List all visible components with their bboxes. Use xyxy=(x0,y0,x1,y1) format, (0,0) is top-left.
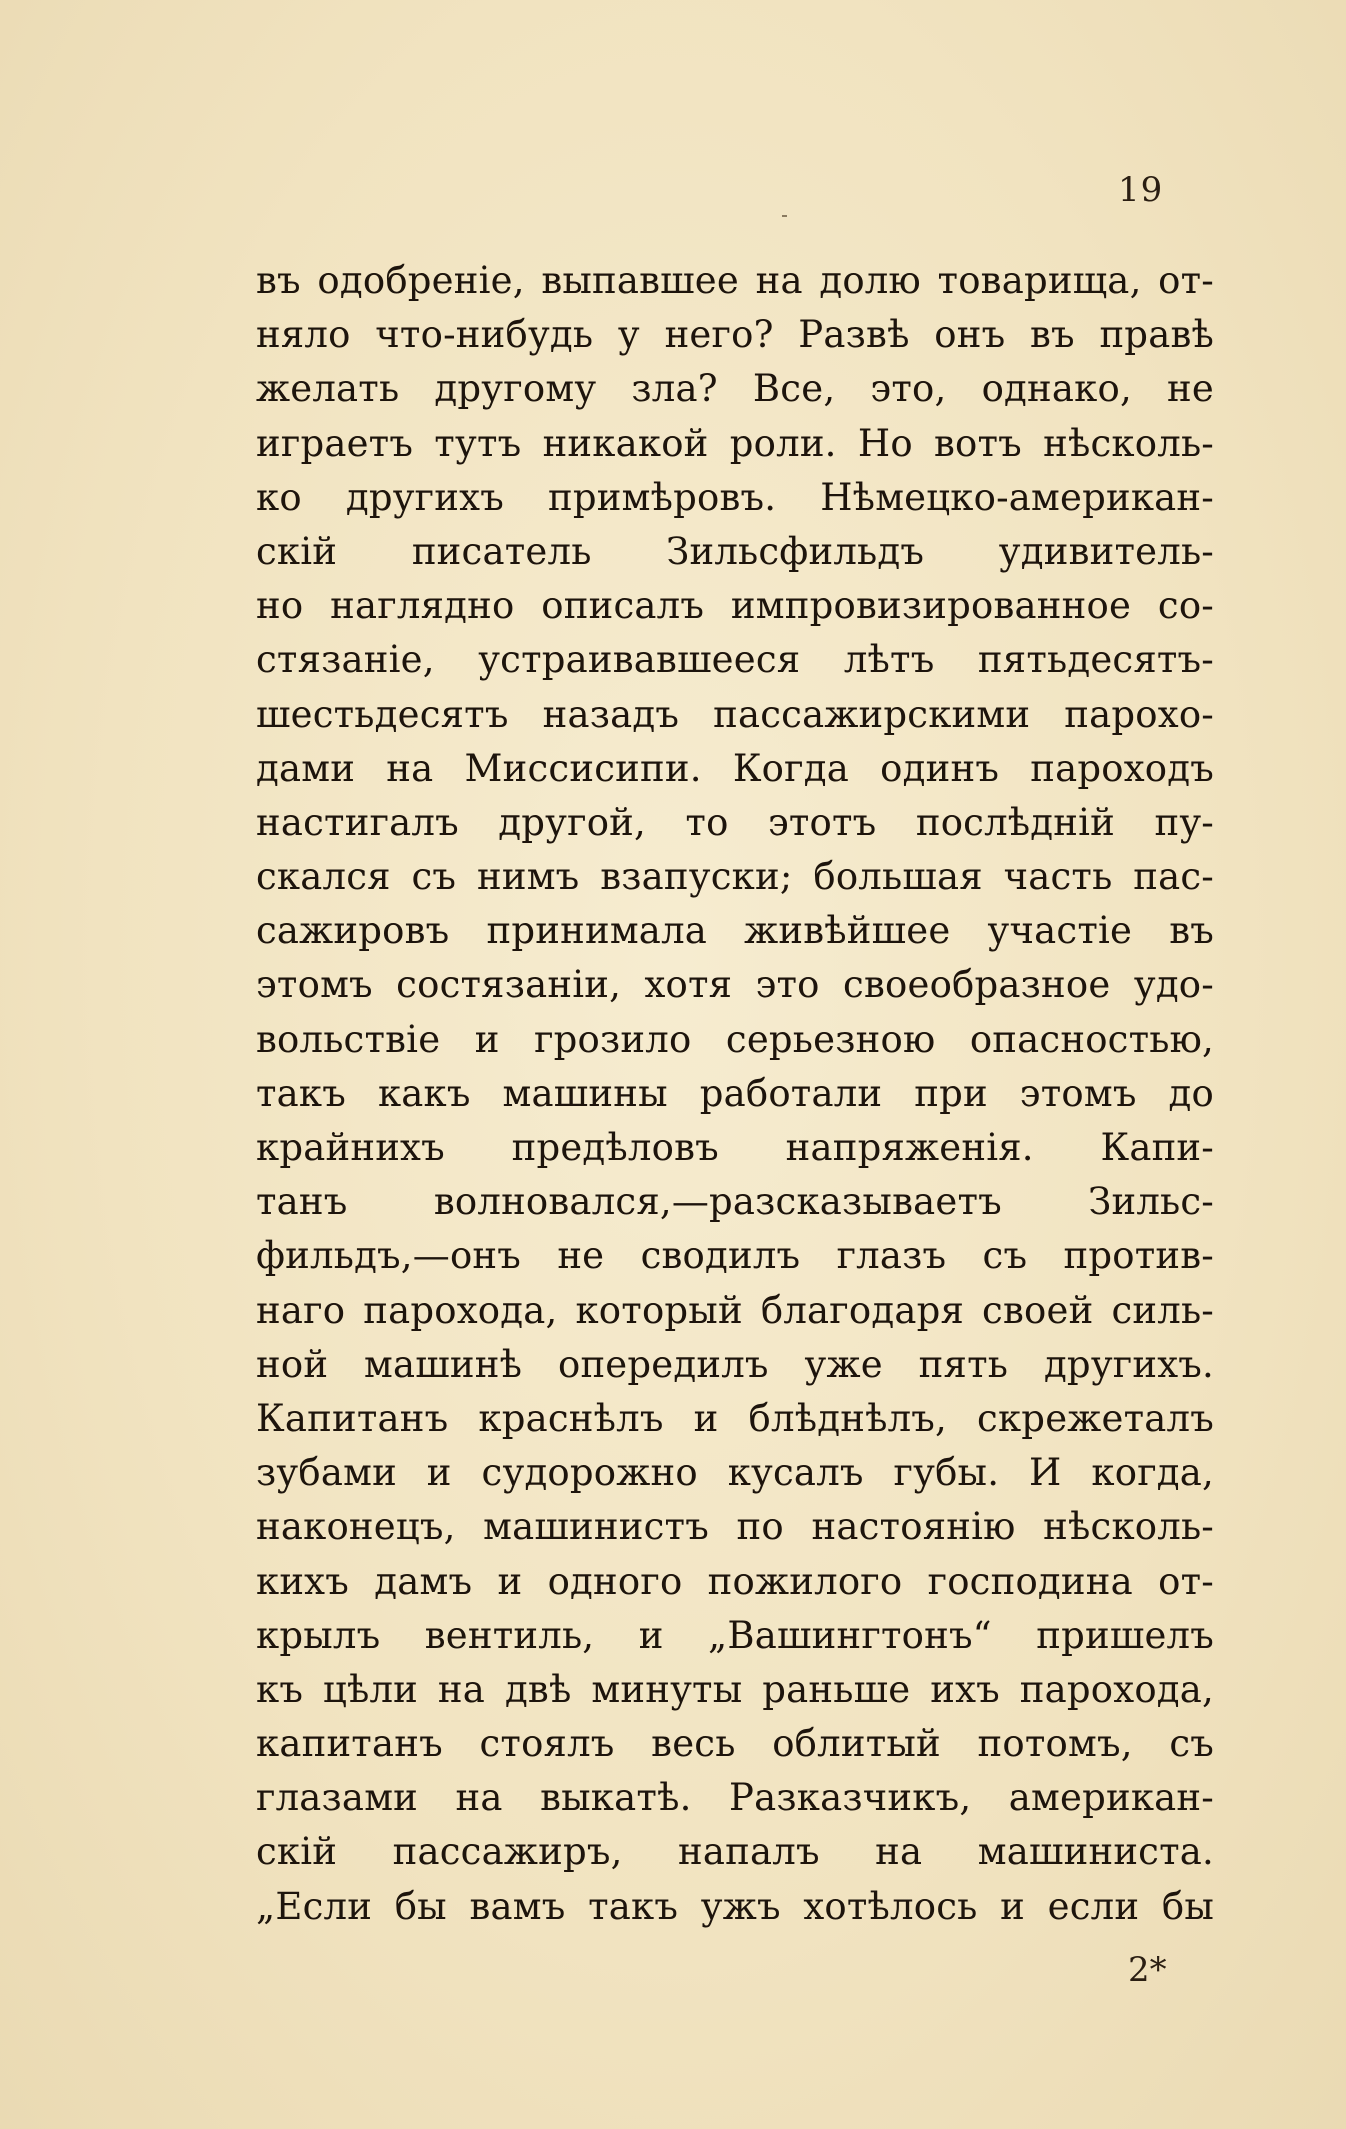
text-line: крылъ вентиль, и „Вашингтонъ“ пришелъ xyxy=(256,1613,1214,1657)
text-line: „Если бы вамъ такъ ужъ хотѣлось и если бы xyxy=(256,1884,1214,1928)
text-line: наконецъ, машинистъ по настоянію нѣсколь- xyxy=(256,1505,1214,1549)
text-line: няло что-нибудь у него? Развѣ онъ въ правѣ xyxy=(256,313,1214,357)
text-line: вольствіе и грозило серьезною опасностью, xyxy=(256,1017,1214,1061)
text-line: но наглядно описалъ импровизированное со- xyxy=(256,584,1214,628)
text-line: фильдъ,—онъ не сводилъ глазъ съ против- xyxy=(256,1234,1214,1278)
text-line: танъ волновался,—разсказываетъ Зильс- xyxy=(256,1180,1214,1224)
text-line: въ одобреніе, выпавшее на долю товарища, от- xyxy=(256,259,1214,302)
text-line: зубами и судорожно кусалъ губы. И когда, xyxy=(256,1451,1214,1495)
text-line: шестьдесятъ назадъ пассажирскими пароxо- xyxy=(256,692,1214,736)
page-number: 19 xyxy=(1118,170,1164,210)
text-line: желать другому зла? Все, это, однако, не xyxy=(256,367,1214,411)
signature-mark: 2* xyxy=(1128,1950,1167,1990)
text-line: скій писатель Зильсфильдъ удивитель- xyxy=(256,529,1214,573)
body-text xyxy=(256,254,1214,1934)
text-line: настигалъ другой, то этотъ послѣдній пу- xyxy=(256,800,1214,844)
text-line: скій пассажиръ, напалъ на машиниста. xyxy=(256,1830,1214,1874)
text-line: дами на Миссисипи. Когда одинъ пароходъ xyxy=(256,746,1214,790)
text-line: наго парохода, который благодаря своей силь- xyxy=(256,1288,1214,1332)
text-line: ко другихъ примѣровъ. Нѣмецко-американ- xyxy=(256,475,1214,519)
text-line: скался съ нимъ взапуски; большая часть пас- xyxy=(256,855,1214,899)
text-line: къ цѣли на двѣ минуты раньше ихъ парохода, xyxy=(256,1667,1214,1711)
text-line: такъ какъ машины работали при этомъ до xyxy=(256,1071,1214,1115)
text-line: Капитанъ краснѣлъ и блѣднѣлъ, скрежеталъ xyxy=(256,1396,1214,1440)
print-speck xyxy=(782,215,787,217)
text-line: этомъ состязаніи, хотя это своеобразное удо- xyxy=(256,963,1214,1007)
text-line: глазами на выкатѣ. Разказчикъ, американ- xyxy=(256,1776,1214,1820)
text-line: сажировъ принимала живѣйшее участіе въ xyxy=(256,909,1214,953)
text-line: капитанъ стоялъ весь облитый потомъ, съ xyxy=(256,1722,1214,1766)
text-line: играетъ тутъ никакой роли. Но вотъ нѣсколь- xyxy=(256,421,1214,465)
text-line: крайнихъ предѣловъ напряженія. Капи- xyxy=(256,1126,1214,1169)
text-line: кихъ дамъ и одного пожилого господина от- xyxy=(256,1559,1214,1603)
text-line: стязаніе, устраивавшееся лѣтъ пятьдесятъ- xyxy=(256,638,1214,682)
text-line: ной машинѣ опередилъ уже пять другихъ. xyxy=(256,1342,1214,1386)
